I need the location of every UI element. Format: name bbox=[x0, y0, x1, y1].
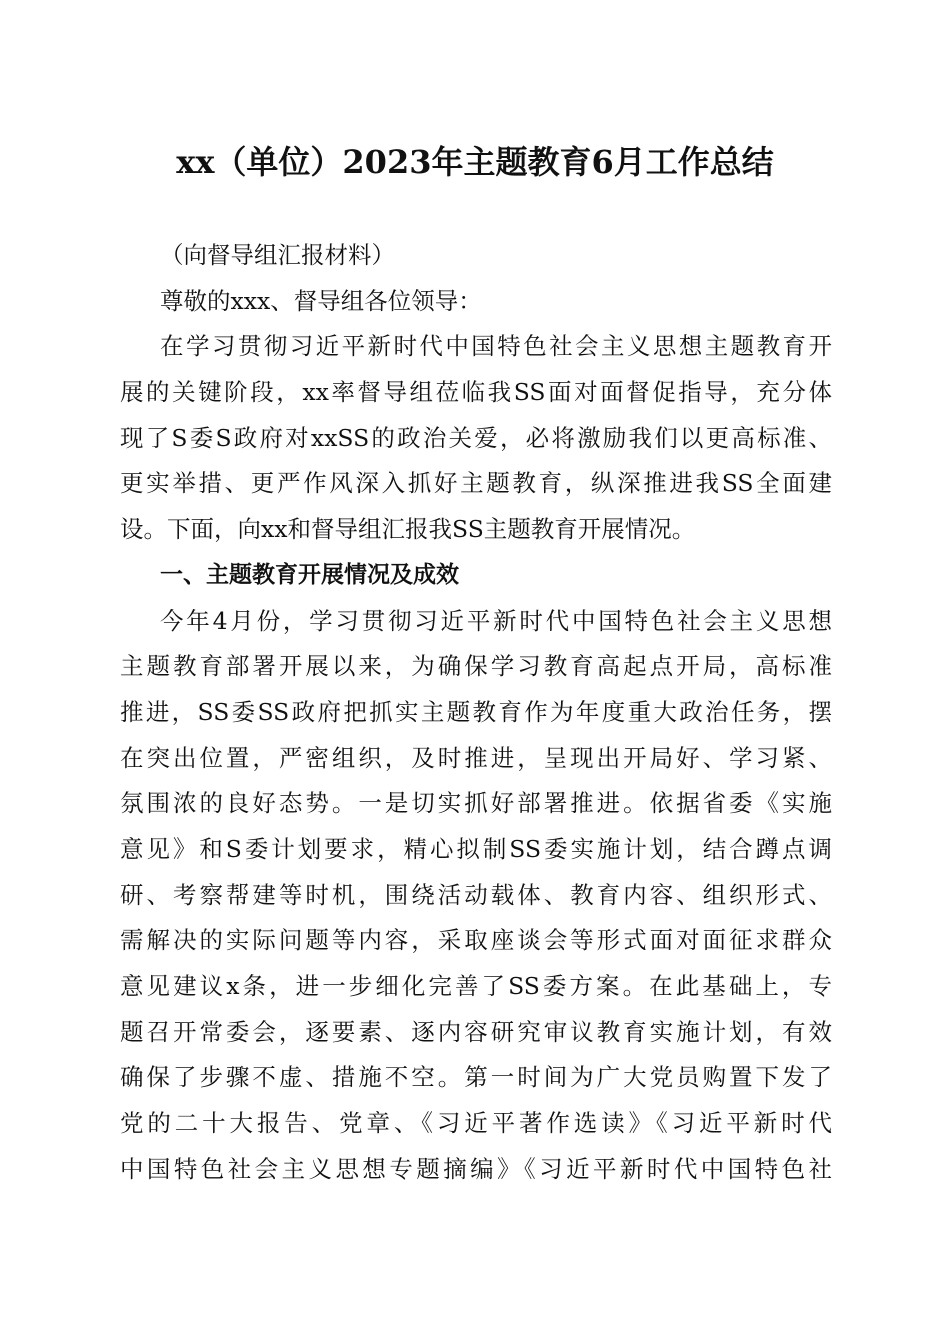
paragraph-line: 推进，SS委SS政府把抓实主题教育作为年度重大政治任务，摆 bbox=[120, 697, 832, 726]
paragraph-line: 氛围浓的良好态势。一是切实抓好部署推进。依据省委《实施 bbox=[120, 789, 832, 818]
document-title: xx（单位）2023年主题教育6月工作总结 bbox=[176, 143, 774, 181]
paragraph-line: 需解决的实际问题等内容，采取座谈会等形式面对面征求群众 bbox=[120, 926, 832, 955]
paragraph-line: 设。下面，向xx和督导组汇报我SS主题教育开展情况。 bbox=[120, 515, 696, 544]
paragraph-line: 研、考察帮建等时机，围绕活动载体、教育内容、组织形式、 bbox=[120, 880, 832, 909]
paragraph-line: 展的关键阶段，xx率督导组莅临我SS面对面督促指导，充分体 bbox=[120, 378, 832, 407]
paragraph-line: 主题教育部署开展以来，为确保学习教育高起点开局，高标准 bbox=[120, 652, 832, 681]
paragraph-line: 今年4月份，学习贯彻习近平新时代中国特色社会主义思想 bbox=[160, 606, 832, 635]
paragraph-line: 意见》和S委计划要求，精心拟制SS委实施计划，结合蹲点调 bbox=[120, 834, 832, 863]
subtitle: （向督导组汇报材料） bbox=[160, 241, 395, 269]
document-body bbox=[120, 233, 832, 1192]
paragraph-2 bbox=[120, 599, 832, 1193]
paragraph-line: 题召开常委会，逐要素、逐内容研究审议教育实施计划，有效 bbox=[120, 1017, 832, 1046]
paragraph-line: 确保了步骤不虚、措施不空。第一时间为广大党员购置下发了 bbox=[120, 1063, 832, 1092]
section-heading: 一、主题教育开展情况及成效 bbox=[160, 561, 459, 588]
paragraph-line: 意见建议x条，进一步细化完善了SS委方案。在此基础上，专 bbox=[120, 972, 832, 1000]
paragraph-line: 现了S委S政府对xxSS的政治关爱，必将激励我们以更高标准、 bbox=[120, 423, 832, 452]
paragraph-line: 在突出位置，严密组织，及时推进，呈现出开局好、学习紧、 bbox=[120, 743, 832, 772]
paragraph-line: 更实举措、更严作风深入抓好主题教育，纵深推进我SS全面建 bbox=[120, 469, 832, 498]
paragraph-line: 党的二十大报告、党章、《习近平著作选读》《习近平新时代 bbox=[120, 1109, 832, 1138]
paragraph-line: 中国特色社会主义思想专题摘编》《习近平新时代中国特色社 bbox=[120, 1154, 832, 1183]
paragraph-line: 在学习贯彻习近平新时代中国特色社会主义思想主题教育开 bbox=[160, 332, 832, 361]
salutation: 尊敬的xxx、督导组各位领导： bbox=[160, 286, 482, 315]
paragraph-1 bbox=[120, 324, 832, 552]
